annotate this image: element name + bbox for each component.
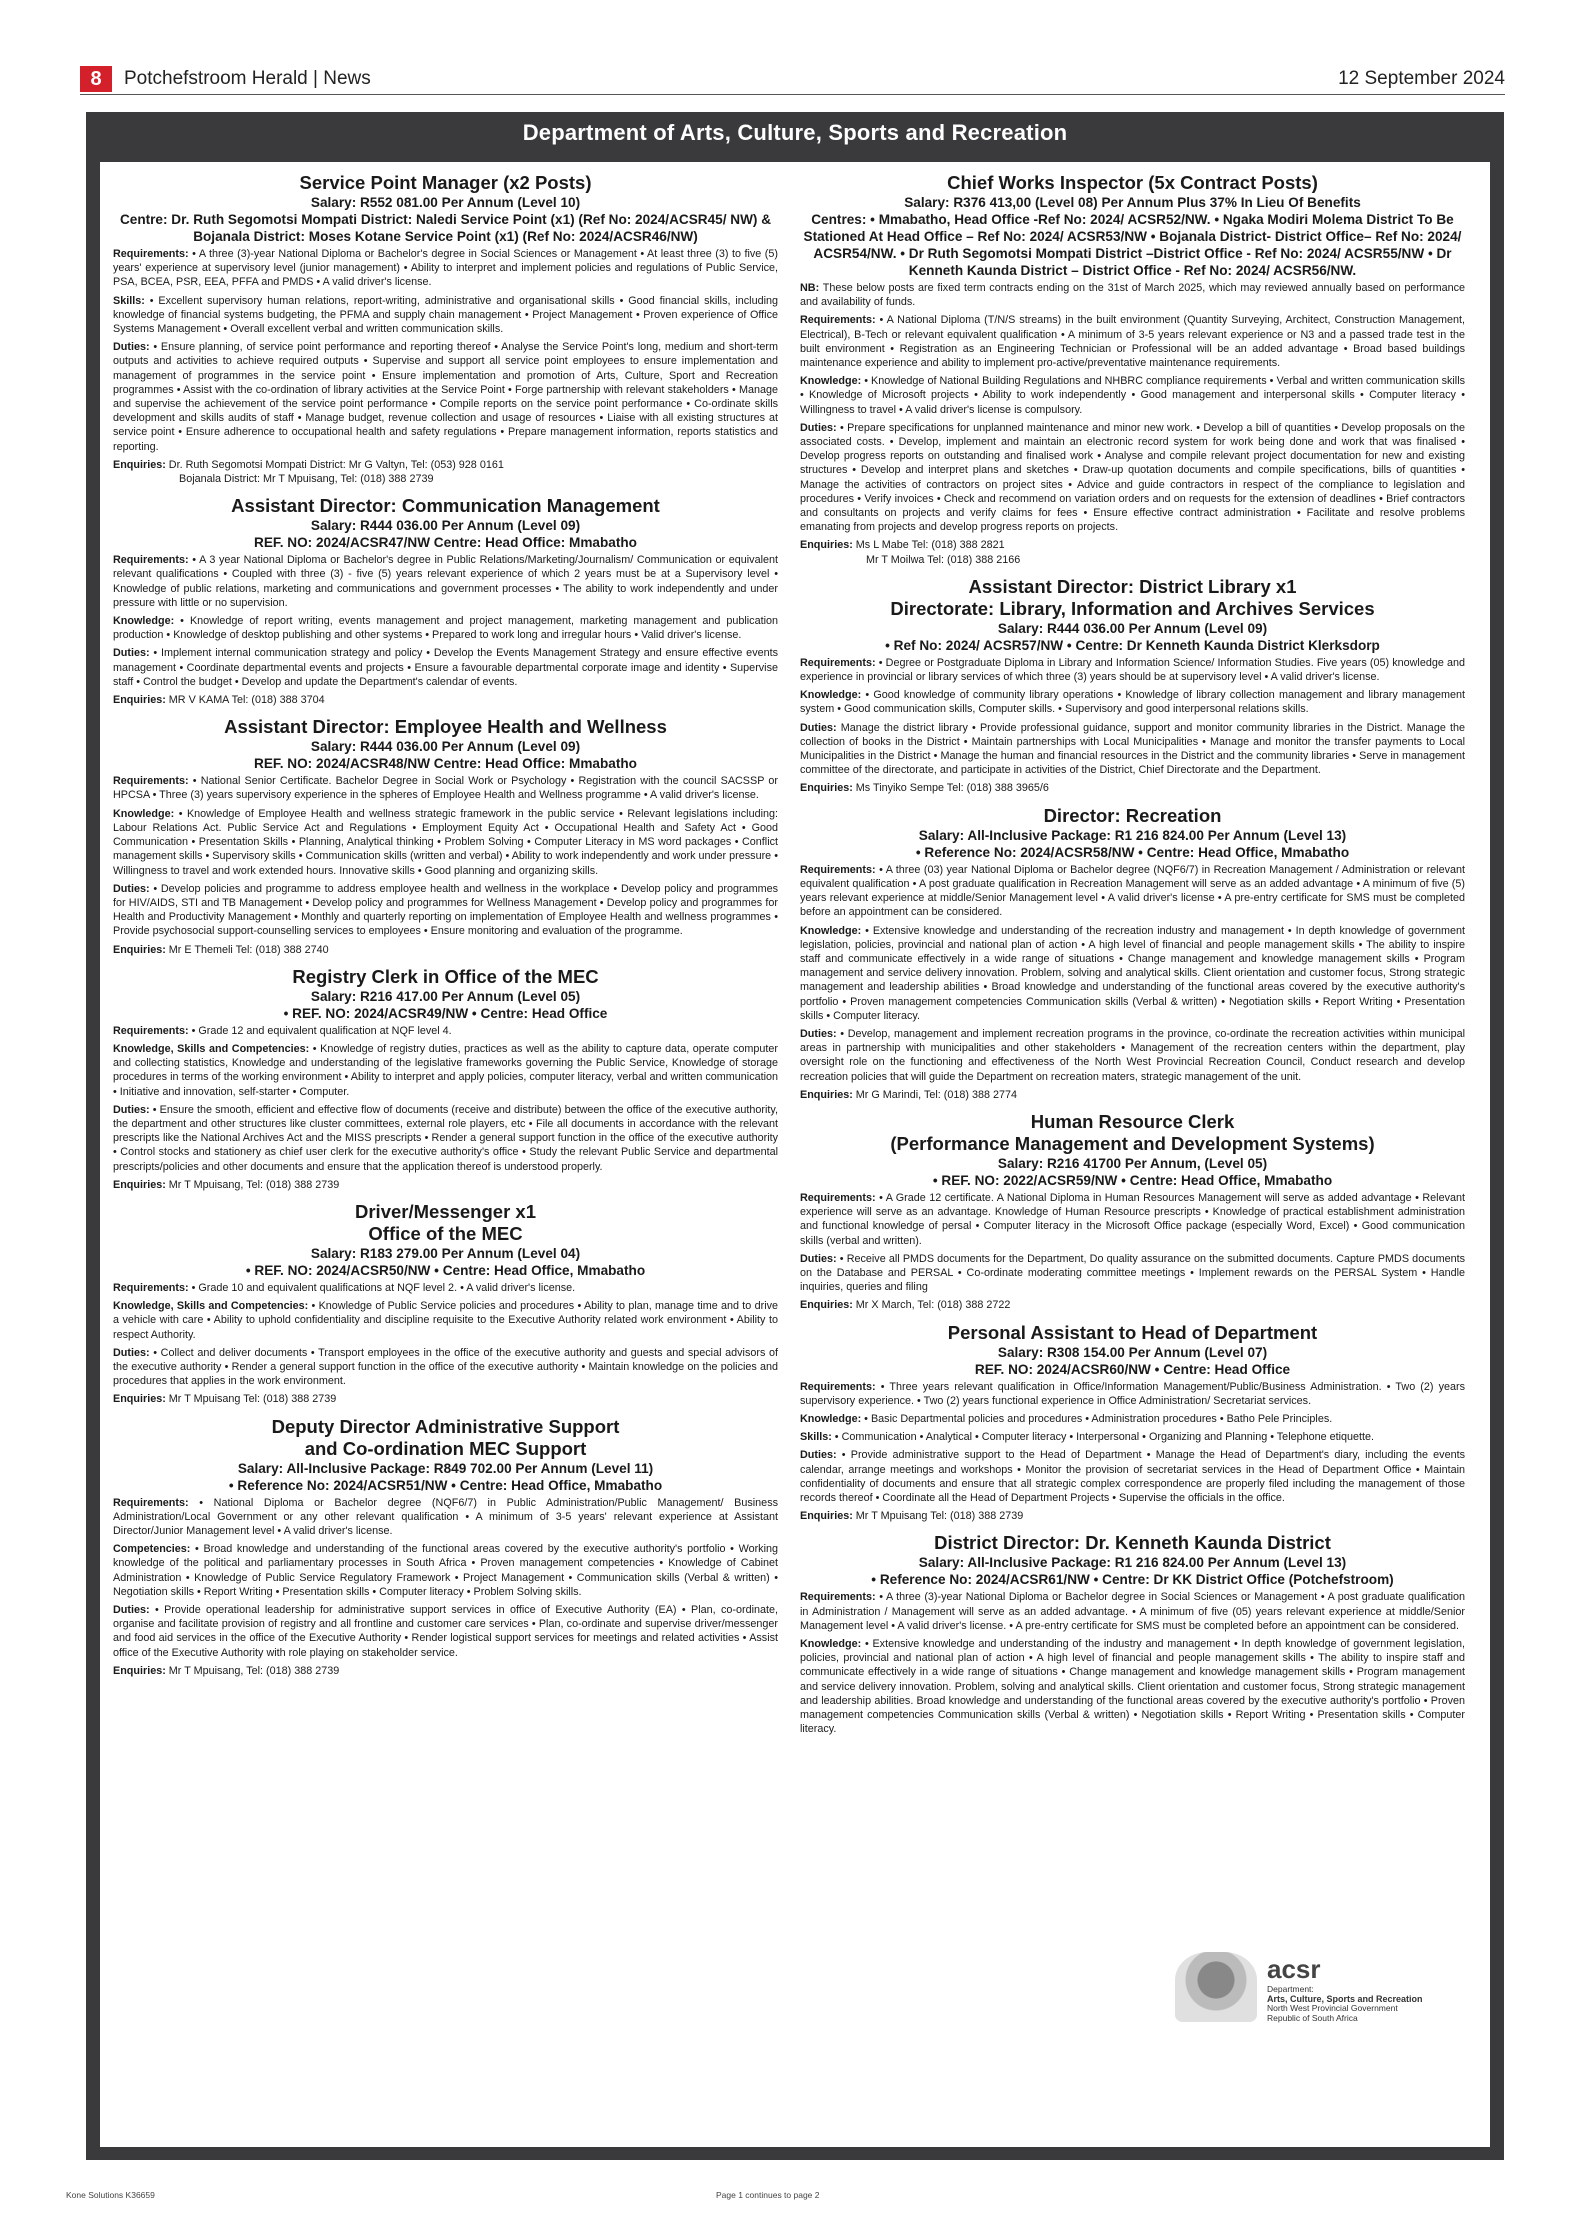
paragraph-text: • Communication • Analytical • Computer literacy • Interpersonal • Organizing and Planning • Telephone etiquette. — [831, 1431, 1375, 1444]
footer-left: Kone Solutions K36659 — [66, 2190, 155, 2200]
enquiries-contact: Mr E Themeli Tel: (018) 388 2740 — [165, 943, 329, 956]
job-paragraph — [113, 614, 778, 642]
enquiries-contact: Mr T Mpuisang, Tel: (018) 388 2739 — [165, 1178, 340, 1191]
paragraph-text: Manage the district library • Provide professional guidance, support and monitor community libraries in the District. Manage the collection of books in the District • Maintain partnerships with Local Municipalities • Manage and monitor the transfer payments to Local Municipalities in the District • Manage the human and financial resources in the District and the community libraries • Serve in management committee of the directorate, and participate in activities of the District, Chief Directorate and the Department. — [800, 721, 1465, 777]
enquiries — [800, 538, 1465, 552]
paragraph-text: • Provide operational leadership for administrative support services in office of Executive Authority (EA) • Plan, co-ordinate, organise and facilitate provision of registry and all frontline and customer care services • Plan, co-ordinate and supervise driver/messenger and food aid services in the office of the Executive Authority • Render logistical support services for meetings and related activities • Assist office of the Executive Authority with role playing on stakeholder service. — [113, 1604, 778, 1659]
coat-of-arms-icon — [1175, 1952, 1257, 2022]
job-listing — [113, 1201, 778, 1407]
footer-center: Page 1 continues to page 2 — [716, 2190, 820, 2200]
job-paragraph — [800, 1380, 1465, 1408]
paragraph-label: Knowledge: — [800, 1638, 862, 1650]
paragraph-text: • Extensive knowledge and understanding of the recreation industry and management • In depth knowledge of government legislation, policies, provincial and national plan of action • A high level of financial and people management skills • The ability to inspire staff and communicate effectively in a wide range of situations • Change management and knowledge management skills • Program management and service delivery innovation. Problem, solving and analytical skills. Client orientation and customer focus, Strong strategic management and leadership abilities • Broad knowledge and understanding of the functional areas covered by the executive authority's portfolio • Proven management competencies Communication skills (Verbal & written) • Negotiation skills • Report Writing • Presentation skills • Computer literacy. — [800, 924, 1465, 1022]
paragraph-label: Duties: — [113, 1604, 150, 1616]
enquiries-label: Enquiries: — [800, 1510, 853, 1523]
job-listing — [113, 716, 778, 956]
paragraph-label: Duties: — [800, 1027, 837, 1040]
job-title: (Performance Management and Development Systems) — [890, 1132, 1375, 1154]
paragraph-label: NB: — [800, 282, 820, 294]
enquiries-label: Enquiries: — [113, 1178, 166, 1191]
job-paragraph — [113, 807, 778, 878]
job-salary-ref: Centres: • Mmabatho, Head Office -Ref No: 2024/ ACSR52/NW. • Ngaka Modiri Molema District To Be Stationed At Head Office – Ref No: 2024/ ACSR53/NW • Bojanala District- District Office– Ref No: 2024/ ACSR54/NW. • Dr Ruth Segomotsi Mompati District –District Office - Ref No: 2024/ ACSR55/NW • Dr Kenneth Kaunda District – District Office - Ref No: 2024/ ACSR56/NW. — [803, 212, 1462, 278]
job-paragraph — [113, 774, 778, 802]
paragraph-label: Requirements: — [800, 1191, 876, 1204]
page-header — [80, 66, 1505, 95]
left-column — [113, 172, 778, 1687]
paragraph-label: Knowledge, Skills and Competencies: — [113, 1042, 310, 1055]
enquiries — [800, 1298, 1465, 1312]
job-salary-ref: Salary: R444 036.00 Per Annum (Level 09) — [310, 739, 581, 755]
enquiries-contact-extra: Bojanala District: Mr T Mpuisang, Tel: (018) 388 2739 — [179, 473, 434, 486]
paragraph-text: • A three (03) year National Diploma or Bachelor degree (NQF6/7) in Recreation Management / Administration or relevant equivalent qualification • A post graduate qualification in Recreation Management will serve as an added advantage • A minimum of five (5) years relevant experience at middle/Senior Management level • A valid driver's license • A pre-entry certificate for SMS must be completed before an appointment can be considered. — [800, 863, 1465, 919]
job-title: Office of the MEC — [368, 1222, 523, 1244]
enquiries — [113, 1392, 778, 1406]
paragraph-label: Skills: — [113, 294, 145, 307]
job-salary-ref: • REF. NO: 2024/ACSR49/NW • Centre: Head Office — [283, 1005, 608, 1021]
paragraph-label: Requirements: — [113, 1496, 189, 1509]
job-paragraph — [113, 1103, 778, 1174]
job-listing — [800, 172, 1465, 567]
paragraph-text: • Broad knowledge and understanding of the functional areas covered by the executive authority's portfolio • Working knowledge of the political and parliamentary processes in South Africa • Proven management competencies • Knowledge of Cabinet Administration • Knowledge of Public Service Regulatory Framework • Project Management • Communication skills (Verbal & written) • Negotiation skills • Report Writing • Presentation skills • Computer literacy • Problem Solving skills. — [113, 1543, 778, 1598]
paragraph-text: • Ensure the smooth, efficient and effective flow of documents (receive and distribute) between the office of the executive authority, the department and other structures like cluster committees, external role players, etc • File all documents in accordance with the relevant prescripts like the National Archives Act and the MISS prescripts • Render a general support function in the office of the executive authority • Control stocks and stationery as chief user clerk for the executive authority's office • Study the relevant Public Service and departmental prescripts/policies and other documents and ensure that the application thereof is understood properly. — [113, 1103, 778, 1173]
paragraph-text: • Grade 12 and equivalent qualification at NQF level 4. — [188, 1024, 452, 1037]
paragraph-text: • Extensive knowledge and understanding of the industry and management • In depth knowledge of government legislation, policies, provincial and national plan of action • A high level of financial and people management skills • The ability to inspire staff and communicate effectively in a wide range of situations • Change management and knowledge management skills • Program management and service delivery innovation. Problem, solving and analytical skills. Client orientation and customer focus, Strong strategic management and leadership abilities. Broad knowledge and understanding of the functional areas covered by the executive authority's portfolio • Proven management competencies Communication skills (Verbal & written) • Negotiation skills • Report Writing • Presentation skills • Computer literacy. — [800, 1638, 1465, 1736]
job-salary-ref: • Ref No: 2024/ ACSR57/NW • Centre: Dr Kenneth Kaunda District Klerksdorp — [885, 637, 1380, 653]
enquiries-label: Enquiries: — [113, 694, 166, 707]
enquiries-contact: Mr X March, Tel: (018) 388 2722 — [852, 1299, 1011, 1312]
job-listing — [800, 1322, 1465, 1524]
enquiries — [113, 943, 778, 957]
logo-line-4: Republic of South Africa — [1267, 2012, 1358, 2023]
job-paragraph — [113, 1299, 778, 1342]
enquiries — [113, 1178, 778, 1192]
enquiries-contact: Ms L Mabe Tel: (018) 388 2821 — [852, 539, 1005, 552]
paragraph-text: • Implement internal communication strategy and policy • Develop the Events Management Strategy and ensure effective events management • Coordinate departmental events and projects • Ensure a favourable departmental corporate image and identity • Supervise staff • Control the budget • Develop and update the Department's calendar of events. — [113, 647, 778, 688]
enquiries-label: Enquiries: — [113, 943, 166, 956]
enquiries — [800, 1509, 1465, 1523]
job-salary-ref: Salary: R216 417.00 Per Annum (Level 05) — [310, 988, 581, 1004]
department-banner: Department of Arts, Culture, Sports and Recreation — [522, 120, 1068, 145]
advert-frame — [86, 112, 1504, 2160]
job-paragraph — [800, 1027, 1465, 1084]
job-listing — [113, 1416, 778, 1678]
enquiries — [113, 458, 778, 472]
job-salary-ref: REF. NO: 2024/ACSR48/NW Centre: Head Office: Mmabatho — [254, 756, 637, 772]
job-title: and Co-ordination MEC Support — [304, 1437, 587, 1459]
paragraph-label: Requirements: — [800, 314, 876, 327]
paragraph-text: • National Diploma or Bachelor degree (NQF6/7) in Public Administration/Public Management/ Business Administration/Local Government or any other relevant qualification • A minimum of 3-5 years' relevant experience at Assistant Director/Junior Management level • A valid driver's license. — [113, 1496, 778, 1537]
job-paragraph — [800, 688, 1465, 716]
job-paragraph — [800, 1430, 1465, 1444]
job-listing — [113, 495, 778, 707]
issue-date: 12 September 2024 — [1338, 68, 1505, 89]
job-salary-ref: Salary: R444 036.00 Per Annum (Level 09) — [997, 620, 1268, 636]
job-paragraph — [800, 313, 1465, 370]
paragraph-text: • Knowledge of report writing, events management and project management, marketing management and publication production • Knowledge of desktop publishing and other systems • Prepared to work long and irregular hours • Valid driver's license. — [113, 615, 778, 642]
job-paragraph — [113, 1346, 778, 1389]
job-paragraph — [800, 1191, 1465, 1248]
enquiries-contact: Mr T Mpuisang Tel: (018) 388 2739 — [165, 1393, 337, 1406]
paragraph-label: Duties: — [800, 721, 837, 734]
logo-line-2: Arts, Culture, Sports and Recreation — [1267, 1993, 1423, 2004]
enquiries-label: Enquiries: — [800, 1088, 853, 1101]
job-title: Directorate: Library, Information and Archives Services — [890, 597, 1375, 619]
job-salary-ref: Salary: All-Inclusive Package: R849 702.00 Per Annum (Level 11) — [237, 1460, 654, 1476]
enquiries-contact: Mr G Marindi, Tel: (018) 388 2774 — [852, 1088, 1018, 1101]
department-logo — [1155, 1948, 1495, 2026]
job-title: Personal Assistant to Head of Department — [947, 1321, 1318, 1343]
paragraph-label: Knowledge, Skills and Competencies: — [113, 1300, 309, 1313]
job-paragraph — [113, 1024, 778, 1038]
job-paragraph — [800, 1637, 1465, 1736]
job-listing — [113, 966, 778, 1192]
job-paragraph — [800, 374, 1465, 417]
paragraph-label: Knowledge: — [800, 689, 862, 702]
paragraph-text: • Excellent supervisory human relations, report-writing, administrative and organisational skills • Good financial skills, including knowledge of financial systems budgeting, the PFMA and supply chain management • Project Management • Proven experience of Office Systems Management • Overall excellent verbal and written communication skills. — [113, 294, 778, 336]
enquiries-contact: MR V KAMA Tel: (018) 388 3704 — [165, 694, 325, 707]
job-salary-ref: Salary: R376 413,00 (Level 08) Per Annum Plus 37% In Lieu Of Benefits — [904, 195, 1361, 210]
job-salary-ref: • REF. NO: 2024/ACSR50/NW • Centre: Head Office, Mmabatho — [245, 1262, 646, 1278]
job-paragraph — [113, 1042, 778, 1099]
paragraph-text: • Develop policies and programme to address employee health and wellness in the workplace • Develop policy and programmes for HIV/AIDS, STI and TB Management • Develop policy and programmes for Wellness Management • Develop policy and programmes for Health and Productivity Management • Monthly and quarterly reporting on implementation of Employee Health and wellness programmes • Provide psychosocial support-counselling services to employees • Ensure monitoring and evaluation of the programme. — [113, 882, 778, 938]
enquiries-label: Enquiries: — [113, 1664, 166, 1677]
paragraph-label: Duties: — [800, 421, 837, 434]
job-paragraph — [800, 1590, 1465, 1633]
enquiries-label: Enquiries: — [800, 1299, 853, 1312]
paragraph-text: • A National Diploma (T/N/S streams) in the built environment (Quantity Surveying, Architect, Construction Management, Electrical), B-Tech or relevant equivalent qualification • A minimum of 3-5 years relevant experience or N3 and a passed trade test in the built environment • Registration as an Engineering Technician or Professional will be an added advantage • Broad based buildings maintenance experience and ability to implement pro-active/preventative maintenance requirements. — [800, 314, 1465, 370]
job-listing — [800, 576, 1465, 796]
job-paragraph — [113, 1603, 778, 1660]
paragraph-text: • A 3 year National Diploma or Bachelor's degree in Public Relations/Marketing/Journalism/ Communication or equivalent relevant qualifications • Coupled with three (3) - five (5) years relevant experience of which 2 years must be at a Supervisory level • Knowledge of public relations, marketing and communications and government processes • The ability to work independently and under pressure with little or no supervision. — [113, 554, 778, 609]
job-salary-ref: • REF. NO: 2022/ACSR59/NW • Centre: Head Office, Mmabatho — [932, 1172, 1333, 1188]
paragraph-label: Requirements: — [113, 775, 189, 788]
paragraph-label: Duties: — [113, 1103, 150, 1116]
paragraph-label: Requirements: — [113, 1024, 189, 1037]
advert-panel — [100, 162, 1490, 2147]
paragraph-label: Competencies: — [113, 1543, 191, 1556]
enquiries — [800, 1088, 1465, 1102]
job-paragraph — [113, 247, 778, 290]
enquiries — [113, 693, 778, 707]
job-salary-ref: Centre: Dr. Ruth Segomotsi Mompati District: Naledi Service Point (x1) (Ref No: 2024/ACSR45/ NW) & Bojanala District: Moses Kotane Service Point (x1) (Ref No: 2024/ACSR46/NW) — [119, 212, 772, 244]
job-paragraph — [113, 1281, 778, 1295]
paragraph-text: • Knowledge of Employee Health and wellness strategic framework in the public service • Relevant legislations including: Labour Relations Act. Public Service Act and Regulations • Employment Equity Act • Occupational Health and Safety Act • Good Communication • Presentation Skills • Planning, Analytical thinking • Problem Solving • Computer Literacy in MS word packages • Conflict management skills • Supervisory skills • Communication skills (written and verbal) • Ability to work independently and work under pressure • Willingness to travel and work extended hours. Innovative skills • Good planning and organizing skills. — [113, 807, 778, 877]
enquiries-label: Enquiries: — [800, 539, 853, 552]
paragraph-label: Requirements: — [800, 1591, 876, 1604]
paragraph-label: Knowledge: — [800, 924, 862, 937]
job-salary-ref: Salary: All-Inclusive Package: R1 216 824.00 Per Annum (Level 13) — [918, 827, 1347, 843]
job-salary-ref: • Reference No: 2024/ACSR51/NW • Centre: Head Office, Mmabatho — [228, 1477, 663, 1493]
enquiries-label: Enquiries: — [800, 782, 853, 795]
enquiries-contact-extra: Mr T Moilwa Tel: (018) 388 2166 — [866, 553, 1021, 566]
job-title: Service Point Manager (x2 Posts) — [299, 172, 592, 193]
job-listing — [800, 1532, 1465, 1736]
paragraph-text: • Receive all PMDS documents for the Department, Do quality assurance on the submitted documents. Capture PMDS documents on the Database and PERSAL • Co-ordinate moderating committee meetings • Implement rewards on the PERSAL System • Handle inquiries, queries and filing — [800, 1252, 1465, 1294]
job-paragraph — [800, 863, 1465, 920]
paragraph-label: Duties: — [113, 341, 150, 354]
paragraph-label: Knowledge: — [113, 807, 175, 820]
job-paragraph — [113, 882, 778, 939]
job-listing — [800, 805, 1465, 1102]
job-title: Driver/Messenger x1 — [355, 1200, 536, 1222]
job-paragraph — [800, 421, 1465, 535]
job-salary-ref: • Reference No: 2024/ACSR58/NW • Centre: Head Office, Mmabatho — [915, 844, 1350, 860]
job-salary-ref: Salary: R308 154.00 Per Annum (Level 07) — [997, 1344, 1268, 1360]
enquiries-label: Enquiries: — [113, 1393, 166, 1406]
page-number: 8 — [80, 66, 112, 92]
paragraph-text: • Degree or Postgraduate Diploma in Library and Information Science/ Information Studies. Five years (05) knowledge and experience in provincial or library services of which three (3) years should be at supervisory level • A valid driver's license. — [800, 656, 1465, 684]
job-title: Assistant Director: Employee Health and Wellness — [224, 716, 667, 738]
job-title: Human Resource Clerk — [1030, 1110, 1235, 1132]
job-title: Deputy Director Administrative Support — [271, 1415, 620, 1437]
paragraph-label: Requirements: — [113, 1281, 189, 1294]
paragraph-text: • Good knowledge of community library operations • Knowledge of library collection management and library management system • Good communication skills, Computer skills. • Supervisory and good interpersonal relations skills. — [800, 689, 1465, 716]
paragraph-text: • Ensure planning, of service point performance and reporting thereof • Analyse the Service Point's long, medium and short-term outputs and activities to achieve required outputs • Supervise and support all service point employees to ensure implementation and management of programmes in the service point • Ensure implementation and promotion of Arts, Culture, Sport and Recreation programmes • Assist with the co-ordination of library activities at the Service Point • Forge partnership with relevant stakeholders • Manage and supervise the achievement of the service point performance • Compile reports on the service point performance • Co-ordinate skills development and skills audits of staff • Manage budget, revenue collection and usage of resources • Liaise with all existing structures at service point • Ensure adherence to occupational health and safety regulations • Prepare management information, reports statistics and reporting. — [113, 341, 778, 453]
job-paragraph — [113, 646, 778, 689]
paragraph-label: Knowledge: — [113, 615, 175, 628]
job-salary-ref: Salary: R444 036.00 Per Annum (Level 09) — [310, 518, 581, 534]
paragraph-text: • Develop, management and implement recreation programs in the province, co-ordinate the recreation activities within municipal areas in partnership with municipalities and other stakeholders • Management of the recreation centers within the department, play oversight role on the functioning and effectiveness of the North West Provincial Recreation Council, Conduct research and develop recreation policies that will guide the Department on recreation maters, strategic management of the unit. — [800, 1027, 1465, 1083]
job-title: District Director: Dr. Kenneth Kaunda District — [934, 1532, 1331, 1554]
job-salary-ref: Salary: R216 41700 Per Annum, (Level 05) — [997, 1155, 1268, 1171]
enquiries-contact: Dr. Ruth Segomotsi Mompati District: Mr G Valtyn, Tel: (053) 928 0161 — [165, 458, 504, 471]
job-salary-ref: Salary: R552 081.00 Per Annum (Level 10) — [310, 195, 581, 210]
paragraph-text: • Knowledge of Public Service policies and procedures • Ability to plan, manage time and to drive a vehicle with care • Ability to uphold confidentiality and discipline requisite to the Executive Authority related work environment • Ability to respect Authority. — [113, 1300, 778, 1341]
paragraph-text: • Knowledge of registry duties, practices as well as the ability to capture data, operate computer and collecting statistics, Knowledge and understanding of the legislative frameworks governing the Public Service, Knowledge of storage procedures in terms of the working environment • Ability to interpret and apply policies, computer literacy, verbal and written communication • Initiative and innovation, self-starter • Computer. — [113, 1042, 779, 1098]
paragraph-text: • A three (3)-year National Diploma or Bachelor degree in Social Sciences or Management • A post graduate qualification in Administration / Management will serve as an added advantage. • A minimum of five (05) years relevant experience at middle/Senior Management level • A valid driver's license. • A pre-entry certificate for SMS must be completed before an appointment can be considered. — [800, 1591, 1465, 1632]
job-paragraph — [113, 1496, 778, 1539]
job-paragraph — [113, 294, 778, 337]
enquiries-contact: Mr T Mpuisang, Tel: (018) 388 2739 — [165, 1664, 340, 1677]
paragraph-text: • Prepare specifications for unplanned maintenance and minor new work. • Develop a bill of quantities • Develop proposals on the associated costs. • Develop, implement and maintain an electronic record system for work being done and work that was finalised • Develop progress reports on outstanding and finalised work • Analyse and compile relevant project documentation for new and existing structures • Develop and interpret plans and sketches • Draw-up quotation documents and compile specifications, bills of quantities • Manage the activities of contractors on project sites • Advice and guide contractors in respect of the compliance to legislation and procedures • Verify invoices • Check and recommend on variation orders and on requests for the extension of deadlines • Brief contractors and consultants on projects and verify claims for fees • Ensure effective contract administration • Facilitate and resolve problems emanating from projects and develop progress reports on projects. — [800, 421, 1465, 534]
job-paragraph — [800, 1252, 1465, 1295]
job-paragraph — [113, 553, 778, 610]
job-title: Chief Works Inspector (5x Contract Posts) — [947, 172, 1318, 193]
logo-acronym: acsr — [1267, 1954, 1321, 1984]
paragraph-label: Requirements: — [800, 656, 876, 669]
job-title: Director: Recreation — [1043, 804, 1222, 826]
paragraph-text: • Collect and deliver documents • Transport employees in the office of the executive authority and guests and special advisors of the executive authority • Render a general support function in the office of the executive authority • Maintain knowledge on the policies and procedures that applies in the work environment. — [113, 1346, 778, 1388]
job-listing — [800, 1111, 1465, 1313]
paragraph-text: • Provide administrative support to the Head of Department • Manage the Head of Department's diary, including the events calendar, arrange meetings and workshops • Monitor the provision of secretariat services in the Head of Department Office • Maintain confidentiality of documents and ensure that all strategic complex correspondence are properly filed including the management of those records thereof • Coordinate all the Head of Department Projects • Supervise the officials in the office. — [800, 1449, 1465, 1504]
paragraph-label: Duties: — [113, 882, 150, 895]
paragraph-label: Requirements: — [800, 863, 876, 876]
job-paragraph — [113, 1542, 778, 1599]
enquiries — [800, 781, 1465, 795]
job-paragraph — [800, 721, 1465, 778]
enquiries-label: Enquiries: — [113, 458, 166, 471]
enquiries — [113, 1664, 778, 1678]
paragraph-label: Duties: — [113, 1346, 150, 1359]
paragraph-label: Duties: — [800, 1449, 837, 1462]
paragraph-label: Knowledge: — [800, 1412, 862, 1425]
paragraph-text: • A three (3)-year National Diploma or Bachelor's degree in Social Sciences or Management • At least three (3) to five (5) years' experience at supervisory level (junior management) • Ability to interpret and implement policies and regulations of Public Service, PSA, BCEA, PSR, EEA, PFFA and PMDS • A valid driver's license. — [113, 248, 778, 289]
paragraph-label: Knowledge: — [800, 375, 862, 388]
paragraph-text: • Grade 10 and equivalent qualifications at NQF level 2. • A valid driver's license. — [188, 1281, 576, 1294]
job-salary-ref: Salary: R183 279.00 Per Annum (Level 04) — [310, 1245, 581, 1261]
job-salary-ref: Salary: All-Inclusive Package: R1 216 824.00 Per Annum (Level 13) — [918, 1555, 1347, 1571]
paragraph-text: • A Grade 12 certificate. A National Diploma in Human Resources Management will serve as added advantage • Relevant experience will serve as an advantage. Knowledge of Human Resource prescripts • Knowledge of practical establishment administration and functional knowledge of persal • Computer literacy in the Microsoft Office package (especially Word, Excel) • Good communication skills (verbal and written). — [800, 1191, 1465, 1247]
paragraph-text: • Knowledge of National Building Regulations and NHBRC compliance requirements • Verbal and written communication skills • Knowledge of Microsoft projects • Ability to work independently • Good management and interpersonal skills • Computer literacy • Willingness to travel • A valid driver's license is compulsory. — [800, 375, 1465, 416]
enquiries-contact: Mr T Mpuisang Tel: (018) 388 2739 — [852, 1510, 1024, 1523]
job-listing — [113, 172, 778, 486]
job-paragraph — [800, 281, 1465, 309]
paragraph-label: Skills: — [800, 1431, 832, 1444]
paragraph-label: Requirements: — [800, 1380, 876, 1393]
paragraph-text: • Three years relevant qualification in Office/Information Management/Public/Business Administration. • Two (2) years supervisory experience. • Two (2) years functional experience in Office Administration/ Secretariat services. — [800, 1380, 1465, 1407]
paragraph-text: • Basic Departmental policies and procedures • Administration procedures • Batho Pele Principles. — [861, 1412, 1333, 1425]
paragraph-label: Duties: — [800, 1252, 837, 1265]
job-salary-ref: REF. NO: 2024/ACSR60/NW • Centre: Head Office — [974, 1361, 1291, 1377]
job-title: Assistant Director: District Library x1 — [968, 575, 1297, 597]
job-salary-ref: • Reference No: 2024/ACSR61/NW • Centre: Dr KK District Office (Potchefstroom) — [871, 1572, 1394, 1588]
job-title: Registry Clerk in Office of the MEC — [292, 965, 599, 987]
publication-name: Potchefstroom Herald | News — [124, 68, 371, 89]
job-paragraph — [800, 924, 1465, 1023]
logo-line-1: Department: — [1267, 1984, 1314, 1994]
job-salary-ref: REF. NO: 2024/ACSR47/NW Centre: Head Office: Mmabatho — [254, 535, 637, 551]
paragraph-text: These below posts are fixed term contracts ending on the 31st of March 2025, which may reviewed annually based on performance and availability of funds. — [800, 282, 1465, 309]
enquiries-contact: Ms Tinyiko Sempe Tel: (018) 388 3965/6 — [852, 782, 1049, 795]
job-paragraph — [800, 1412, 1465, 1426]
job-paragraph — [113, 340, 778, 454]
paragraph-text: • National Senior Certificate. Bachelor Degree in Social Work or Psychology • Registration with the council SACSSP or HPCSA • Three (3) years supervisory experience in the spheres of Employee Health and Wellness programme • A valid driver's license. — [113, 775, 778, 802]
job-paragraph — [800, 1448, 1465, 1505]
job-paragraph — [800, 656, 1465, 684]
right-column — [800, 172, 1465, 1745]
paragraph-label: Duties: — [113, 647, 150, 660]
logo-line-3: North West Provincial Government — [1267, 2003, 1398, 2013]
paragraph-label: Requirements: — [113, 248, 189, 260]
paragraph-label: Requirements: — [113, 554, 189, 567]
job-title: Assistant Director: Communication Management — [231, 495, 660, 517]
